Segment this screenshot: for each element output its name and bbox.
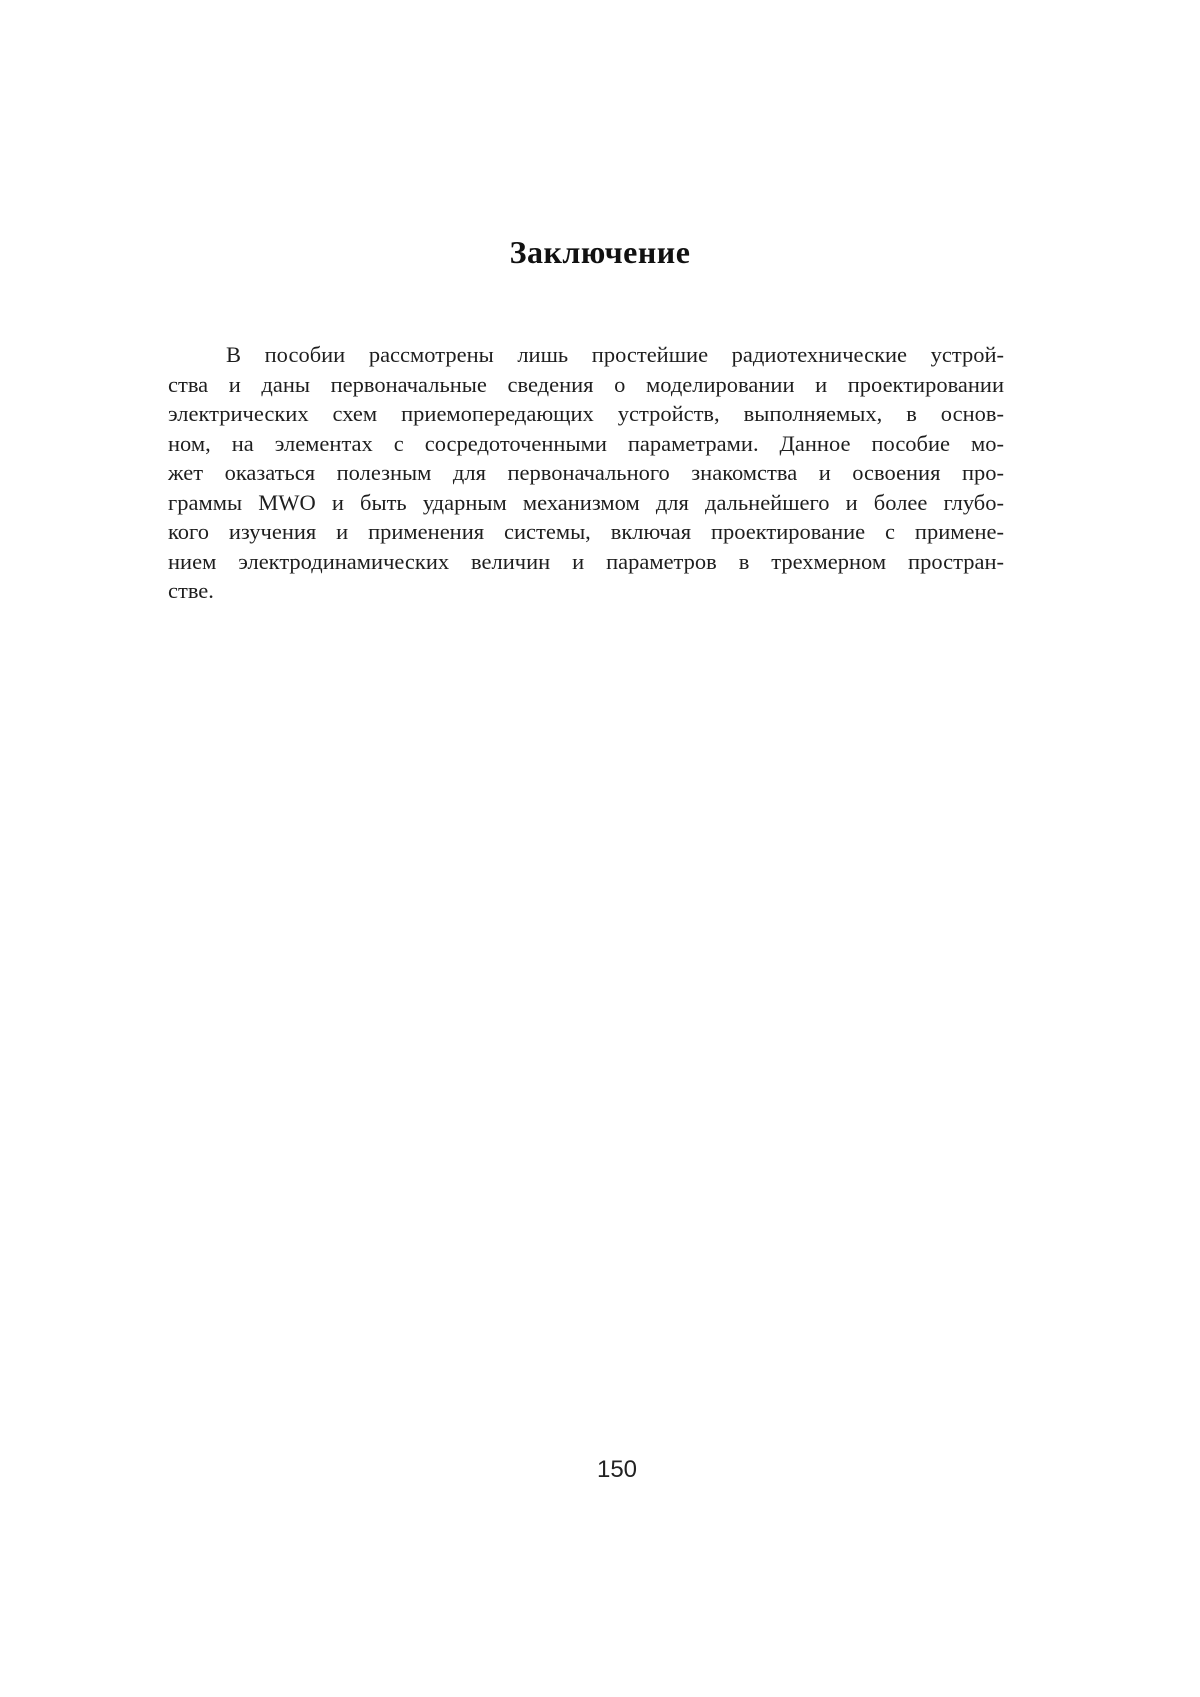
paragraph-line: стве. (168, 578, 214, 603)
paragraph-line: В пособии рассмотрены лишь простейшие радиотехнические устрой- (226, 342, 1004, 367)
paragraph-line: ства и даны первоначальные сведения о моделировании и проектировании (168, 371, 1004, 397)
page-title: Заключение (509, 234, 691, 270)
page-number: 150 (596, 1456, 638, 1483)
paragraph-line: ном, на элементах с сосредоточенными параметрами. Данное пособие мо- (168, 430, 1004, 456)
paragraph-line: нием электродинамических величин и параметров в трехмерном простран- (168, 548, 1004, 574)
paragraph-line: жет оказаться полезным для первоначального знакомства и освоения про- (168, 460, 1004, 485)
paragraph-line: электрических схем приемопередающих устройств, выполняемых, в основ- (168, 401, 1004, 426)
conclusion-paragraph (168, 340, 1004, 606)
paragraph-line: кого изучения и применения системы, включая проектирование с примене- (168, 519, 1004, 544)
paragraph-line: граммы MWO и быть ударным механизмом для дальнейшего и более глубо- (168, 489, 1004, 515)
